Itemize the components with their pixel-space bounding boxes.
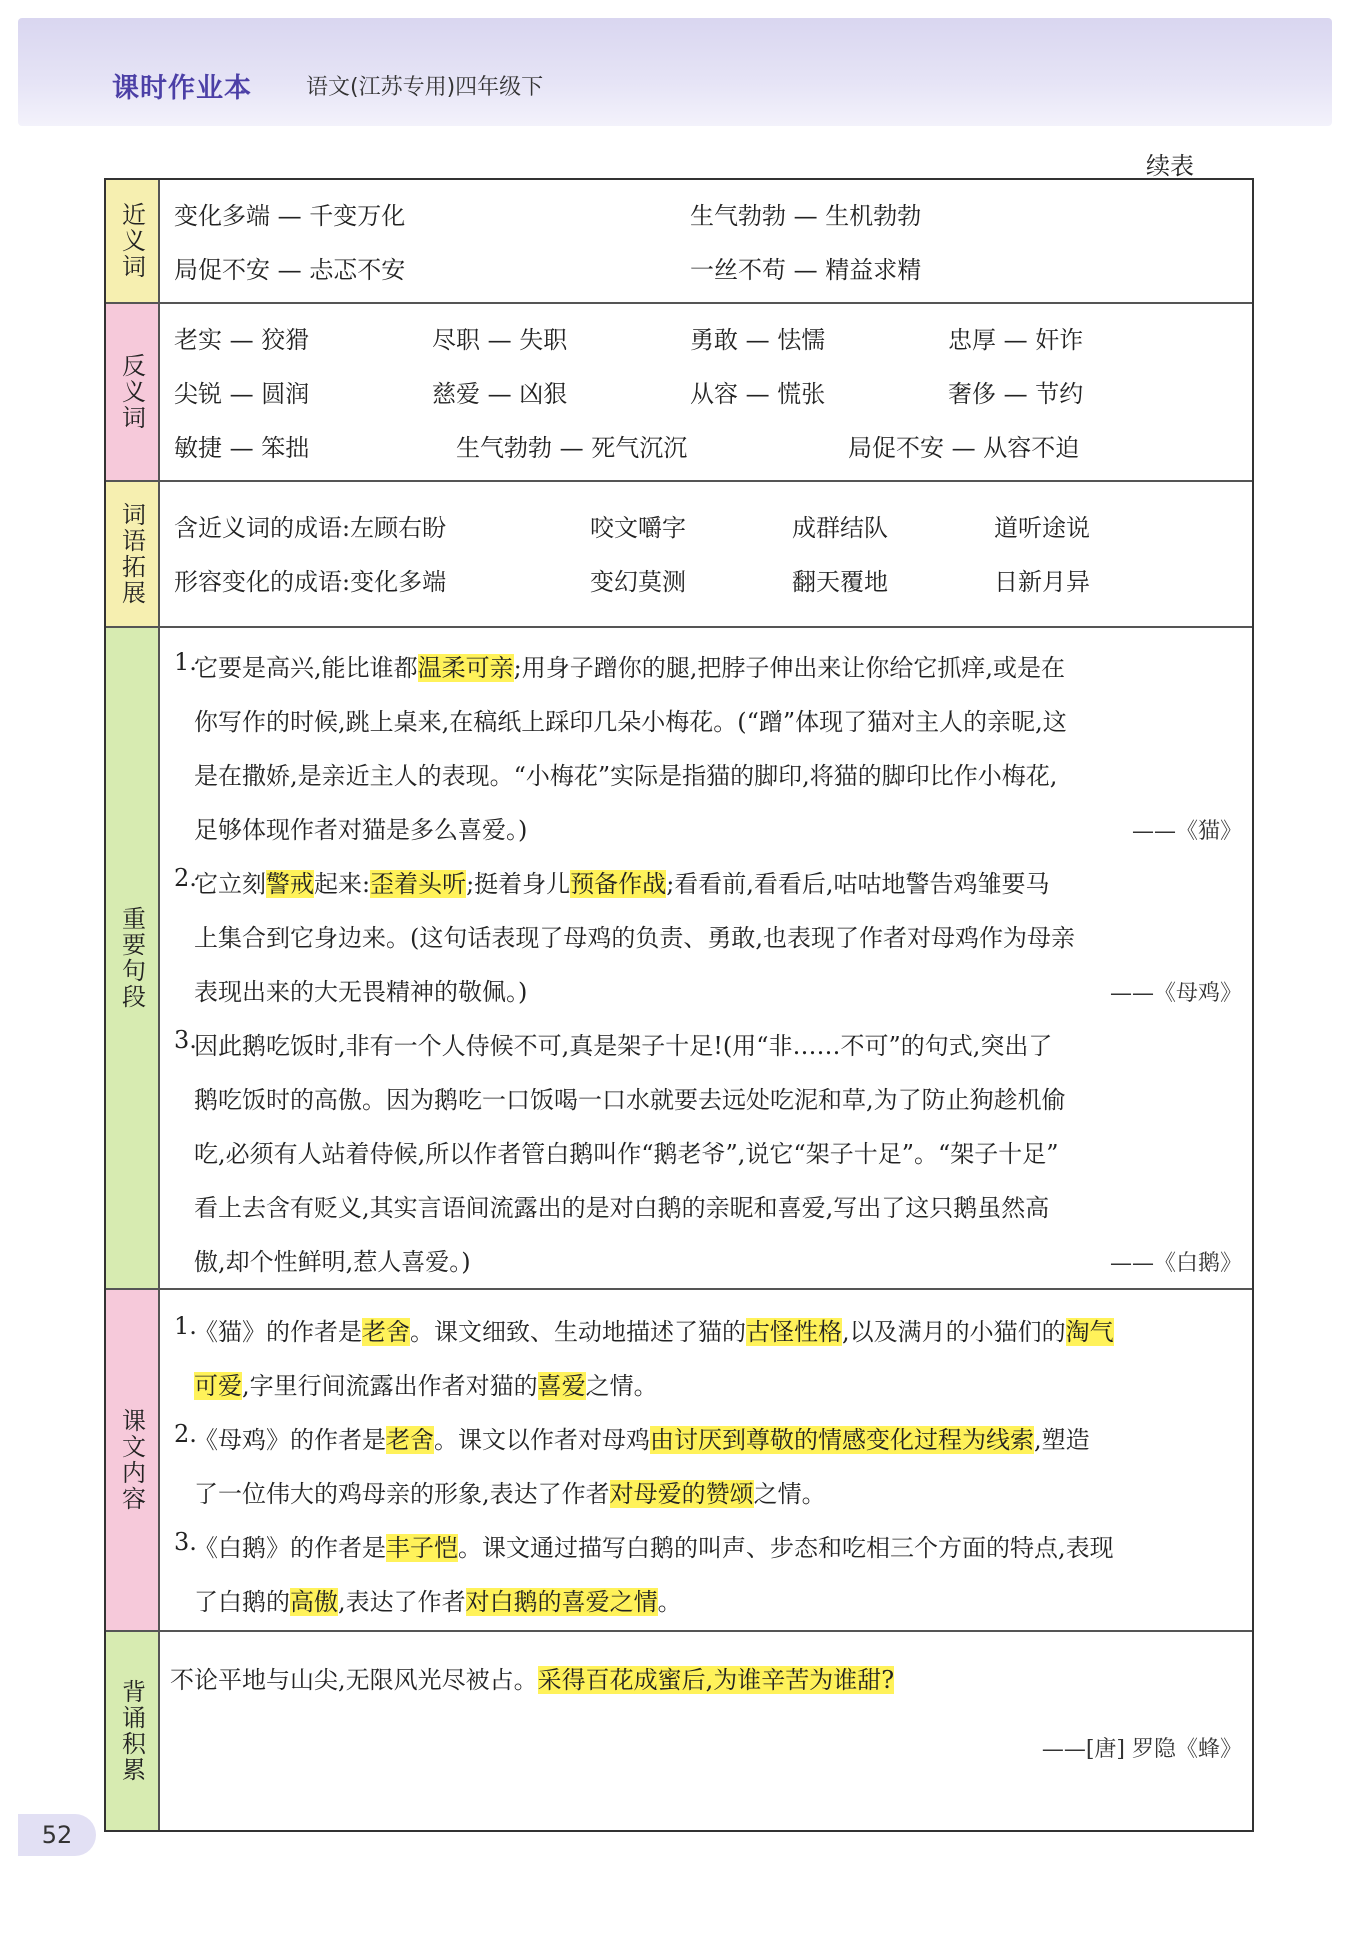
book-subtitle: 语文(江苏专用)四年级下: [306, 75, 544, 100]
word-pair: 一丝不苟 — 精益求精: [690, 256, 922, 284]
synonyms-row: [106, 180, 1252, 304]
idiom-group-label: 形容变化的成语:变化多端: [174, 568, 447, 596]
text-content-content: [160, 1290, 1252, 1630]
content-line: 可爱,字里行间流露出作者对猫的喜爱之情。: [194, 1372, 658, 1400]
content-line: 了白鹅的高傲,表达了作者对白鹅的喜爱之情。: [194, 1588, 682, 1616]
item-number: 1.: [174, 648, 197, 676]
word-pair: 慈爱 — 凶狠: [432, 380, 568, 408]
key-sentences-row: [106, 628, 1252, 1290]
content-line: 《猫》的作者是老舍。课文细致、生动地描述了猫的古怪性格,以及满月的小猫们的淘气: [194, 1318, 1114, 1346]
word-pair: 局促不安 — 忐忑不安: [174, 256, 406, 284]
page-number: 52: [18, 1814, 96, 1856]
item-number: 3.: [174, 1528, 197, 1556]
category-cell: 背诵积累: [106, 1632, 160, 1830]
sentence-line: 因此鹅吃饭时,非有一个人侍候不可,真是架子十足!(用“非……不可”的句式,突出了: [194, 1032, 1053, 1060]
content-line: 《母鸡》的作者是老舍。课文以作者对母鸡由讨厌到尊敬的情感变化过程为线索,塑造: [194, 1426, 1090, 1454]
word-pair: 生气勃勃 — 生机勃勃: [690, 202, 922, 230]
sentence-line: 上集合到它身边来。(这句话表现了母鸡的负责、勇敢,也表现了作者对母鸡作为母亲: [194, 924, 1075, 952]
word-pair: 忠厚 — 奸诈: [948, 326, 1084, 354]
poem-source: ——[唐] 罗隐《蜂》: [1041, 1737, 1242, 1762]
source-citation: ——《白鹅》: [1109, 1251, 1242, 1276]
idioms-content: [160, 482, 1252, 626]
antonyms-row: [106, 304, 1252, 482]
sentence-line: 它要是高兴,能比谁都温柔可亲;用身子蹭你的腿,把脖子伸出来让你给它抓痒,或是在: [194, 654, 1065, 682]
idiom: 道听途说: [994, 514, 1090, 542]
sentence-line: 你写作的时候,跳上桌来,在稿纸上踩印几朵小梅花。(“蹭”体现了猫对主人的亲昵,这: [194, 708, 1067, 736]
item-number: 1.: [174, 1312, 197, 1340]
category-cell: 课文内容: [106, 1290, 160, 1630]
item-number: 2.: [174, 864, 197, 892]
knowledge-table: [104, 178, 1254, 1832]
sentence-line: 表现出来的大无畏精神的敬佩。): [194, 978, 528, 1006]
sentence-line: 是在撒娇,是亲近主人的表现。“小梅花”实际是指猫的脚印,将猫的脚印比作小梅花,: [194, 762, 1058, 790]
idiom: 变幻莫测: [590, 568, 686, 596]
word-pair: 敏捷 — 笨拙: [174, 434, 310, 462]
source-citation: ——《猫》: [1131, 819, 1242, 844]
idiom: 翻天覆地: [792, 568, 888, 596]
word-pair: 生气勃勃 — 死气沉沉: [456, 434, 688, 462]
category-cell: 词语拓展: [106, 482, 160, 626]
idioms-row: [106, 482, 1252, 628]
idiom-group-label: 含近义词的成语:左顾右盼: [174, 514, 447, 542]
content-line: 了一位伟大的鸡母亲的形象,表达了作者对母爱的赞颂之情。: [194, 1480, 826, 1508]
text-content-row: [106, 1290, 1252, 1632]
sentence-line: 傲,却个性鲜明,惹人喜爱。): [194, 1248, 471, 1276]
sentence-line: 足够体现作者对猫是多么喜爱。): [194, 816, 528, 844]
word-pair: 奢侈 — 节约: [948, 380, 1084, 408]
recitation-content: [160, 1632, 1252, 1830]
word-pair: 从容 — 慌张: [690, 380, 826, 408]
antonyms-content: [160, 304, 1252, 480]
word-pair: 变化多端 — 千变万化: [174, 202, 406, 230]
sentence-line: 吃,必须有人站着侍候,所以作者管白鹅叫作“鹅老爷”,说它“架子十足”。“架子十足”: [194, 1140, 1059, 1168]
item-number: 3.: [174, 1026, 197, 1054]
book-title: 课时作业本: [112, 73, 252, 104]
word-pair: 尖锐 — 圆润: [174, 380, 310, 408]
source-citation: ——《母鸡》: [1109, 981, 1242, 1006]
synonyms-content: [160, 180, 1252, 302]
sentence-line: 它立刻警戒起来:歪着头听;挺着身儿预备作战;看看前,看看后,咕咕地警告鸡雏要马: [194, 870, 1050, 898]
category-cell: 近义词: [106, 180, 160, 302]
content-line: 《白鹅》的作者是丰子恺。课文通过描写白鹅的叫声、步态和吃相三个方面的特点,表现: [194, 1534, 1114, 1562]
sentence-line: 看上去含有贬义,其实言语间流露出的是对白鹅的亲昵和喜爱,写出了这只鹅虽然高: [194, 1194, 1050, 1222]
poem-line: 不论平地与山尖,无限风光尽被占。采得百花成蜜后,为谁辛苦为谁甜?: [170, 1666, 895, 1694]
word-pair: 尽职 — 失职: [432, 326, 568, 354]
key-sentences-content: [160, 628, 1252, 1288]
recitation-row: [106, 1632, 1252, 1830]
category-cell: 反义词: [106, 304, 160, 480]
word-pair: 局促不安 — 从容不迫: [848, 434, 1080, 462]
item-number: 2.: [174, 1420, 197, 1448]
continued-table-label: 续表: [1146, 152, 1194, 180]
word-pair: 勇敢 — 怯懦: [690, 326, 826, 354]
idiom: 咬文嚼字: [590, 514, 686, 542]
idiom: 成群结队: [792, 514, 888, 542]
word-pair: 老实 — 狡猾: [174, 326, 310, 354]
sentence-line: 鹅吃饭时的高傲。因为鹅吃一口饭喝一口水就要去远处吃泥和草,为了防止狗趁机偷: [194, 1086, 1066, 1114]
idiom: 日新月异: [994, 568, 1090, 596]
category-cell: 重要句段: [106, 628, 160, 1288]
